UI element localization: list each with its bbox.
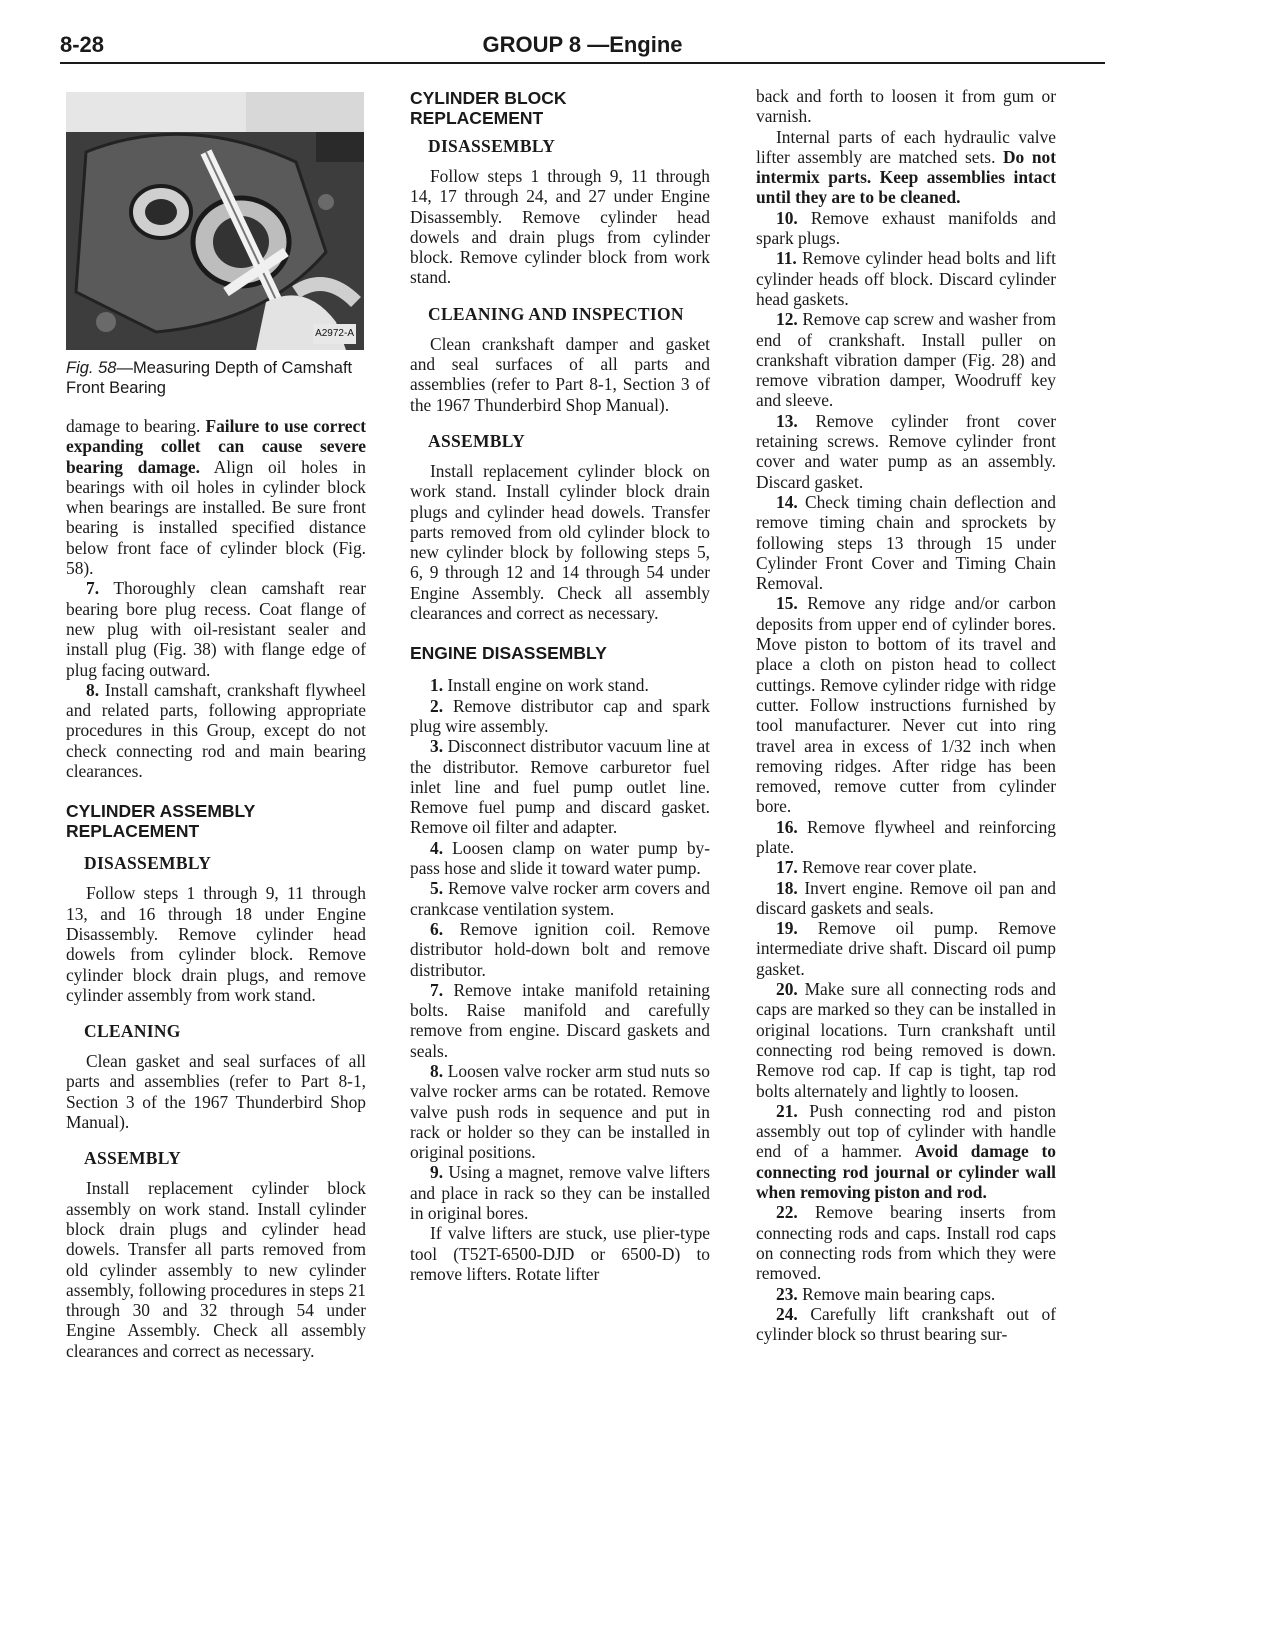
step-text: Thoroughly clean camshaft rear bearing bore plug recess. Coat flange of new plug with oil-resistant sealer and install plug (Fig. 38) with flange edge of plug facing outward. <box>66 578 366 680</box>
step-12 <box>756 309 1056 410</box>
step-number: 8. <box>430 1060 444 1081</box>
heading-cleaning: CLEANING <box>84 1021 181 1042</box>
figure-caption <box>66 358 366 398</box>
step-14 <box>756 492 1056 593</box>
step-text: Check timing chain deflection and remove timing chain and sprockets by following steps 13 through 15 under Cylinder Front Cover and Timing Chain Removal. <box>756 491 1056 594</box>
step-20 <box>756 979 1056 1101</box>
column-right <box>756 86 1056 1344</box>
figure-caption-text: —Measuring Depth of Camshaft Front Bearing <box>66 359 353 397</box>
step-text: Install engine on work stand. <box>443 675 649 696</box>
step-text: Remove exhaust manifolds and spark plugs. <box>756 207 1056 249</box>
step-6 <box>410 919 710 980</box>
step-24 <box>756 1304 1056 1345</box>
step-number: 19. <box>776 918 798 939</box>
column-middle <box>410 86 710 1284</box>
step-text: Remove main bearing caps. <box>797 1283 996 1304</box>
step-text: Disconnect distributor vacuum line at the distributor. Remove carburetor fuel inlet line and fuel pump outlet line. Remove fuel pump and discard gasket. Remove oil filter and adapter. <box>410 736 710 838</box>
step-13 <box>756 411 1056 492</box>
step-text: Remove any ridge and/or carbon deposits from upper end of cylinder bores. Move piston to bottom of its travel and place a cloth on piston head to collect cuttings. Remove cylinder ridge with ridge cutter. Follow instructions furnished by tool manufacturer. Never cut into ring travel area in excess of 1/32 inch when removing ridges. After ridge has been removed, remove cutter from cylinder bore. <box>756 593 1056 817</box>
heading-engine-disassembly: ENGINE DISASSEMBLY <box>410 643 607 664</box>
heading-assembly: ASSEMBLY <box>84 1148 182 1169</box>
paragraph-disassembly: Follow steps 1 through 9, 11 through 13, and 16 through 18 under Engine Disassembly. Remove cylinder head dowels from cylinder block. Remove cylinder block drain plugs, and remove cylinder assembly from work stand. <box>66 883 366 1005</box>
step-number: 7. <box>86 578 100 599</box>
heading-line: REPLACEMENT <box>66 821 200 842</box>
step-number: 13. <box>776 410 798 431</box>
page-header <box>60 28 1105 72</box>
step-number: 10. <box>776 207 798 228</box>
paragraph-internal-parts <box>756 127 1056 208</box>
paragraph-assembly: Install replacement cylinder block assembly on work stand. Install cylinder block drain plugs and cylinder head dowels. Transfer all parts removed from old cylinder assembly to new cylinder assembly, following procedures in steps 21 through 30 and 32 through 54 under Engine Assembly. Check all assembly clearances and correct as necessary. <box>66 1178 366 1361</box>
step-number: 22. <box>776 1202 798 1223</box>
step-16 <box>756 817 1056 858</box>
heading-assembly: ASSEMBLY <box>428 430 526 451</box>
step-18 <box>756 878 1056 919</box>
step-number: 14. <box>776 491 798 512</box>
paragraph-bearing-damage <box>66 416 366 578</box>
step-text: Push connecting rod and piston assembly out top of cylinder with handle end of a hammer. <box>756 1100 1056 1162</box>
figure-label: Fig. 58 <box>66 359 117 377</box>
step-21 <box>756 1101 1056 1202</box>
step-text: Remove ignition coil. Remove distributor hold-down bolt and remove distributor. <box>410 918 710 980</box>
group-title: GROUP 8 —Engine <box>482 32 683 57</box>
header-rule <box>60 62 1105 64</box>
step-number: 5. <box>430 878 444 899</box>
step-11 <box>756 248 1056 309</box>
heading-disassembly: DISASSEMBLY <box>428 136 556 156</box>
step-number: 18. <box>776 877 798 898</box>
figure-58-photo <box>66 92 364 350</box>
warning-text: Failure to use correct expanding collet can cause severe bearing damage. <box>66 416 366 477</box>
paragraph-continued: back and forth to loosen it from gum or varnish. <box>756 86 1056 127</box>
step-number: 24. <box>776 1303 798 1324</box>
step-text: Invert engine. Remove oil pan and discard gaskets and seals. <box>756 877 1056 918</box>
step-22 <box>756 1202 1056 1283</box>
heading-disassembly: DISASSEMBLY <box>84 853 212 874</box>
warning-text: Do not intermix parts. Keep assemblies intact until they are to be cleaned. <box>756 146 1056 208</box>
step-8 <box>66 680 366 781</box>
heading-line: REPLACEMENT <box>410 108 544 128</box>
step-1 <box>410 675 710 695</box>
paragraph-cleaning: Clean gasket and seal surfaces of all parts and assemblies (refer to Part 8-1, Section 3 of the 1967 Thunderbird Shop Manual). <box>66 1051 366 1133</box>
step-2 <box>410 696 710 737</box>
step-text: Remove cylinder front cover retaining screws. Remove cylinder front cover and water pump as an assembly. Discard gasket. <box>756 410 1056 492</box>
step-17 <box>756 857 1056 877</box>
step-number: 3. <box>430 736 444 757</box>
step-10 <box>756 208 1056 249</box>
step-number: 4. <box>430 837 444 858</box>
paragraph-disassembly: Follow steps 1 through 9, 11 through 14, 17 through 24, and 27 under Engine Disassembly. Remove cylinder head dowels and drain plugs from cylinder block. Remove cylinder block from work stand. <box>410 166 710 288</box>
heading-line: CYLINDER ASSEMBLY <box>66 801 256 822</box>
heading-line: CYLINDER BLOCK <box>410 88 567 108</box>
step-text: Make sure all connecting rods and caps are marked so they can be installed in original locations. Turn crankshaft until connecting rod being removed is down. Remove rod cap. If cap is tight, tap rod bolts alternately and lightly to loosen. <box>756 979 1056 1101</box>
text-run: Align oil holes in bearings with oil holes in cylinder block when bearings are installed. Be sure front bearing is installed specified distance below front face of cylinder block (Fig. 58). <box>66 456 366 579</box>
step-7 <box>66 578 366 679</box>
paragraph-assembly: Install replacement cylinder block on work stand. Install cylinder block drain plugs and cylinder head dowels. Transfer parts removed from old cylinder block to new cylinder block by following steps 5, 6, 9 through 12 and 14 through 54 under Engine Assembly. Check all assembly clearances and correct as necessary. <box>410 460 710 624</box>
heading-cylinder-block-replacement <box>410 88 710 128</box>
step-number: 16. <box>776 816 798 837</box>
step-8 <box>410 1061 710 1162</box>
step-19 <box>756 918 1056 979</box>
step-text: Loosen valve rocker arm stud nuts so valve rocker arms can be rotated. Remove valve push rods in sequence and put in rack or holder so they can be installed in original positions. <box>410 1060 710 1163</box>
step-text: Remove bearing inserts from connecting rods and caps. Install rod caps on connecting rods from which they were removed. <box>756 1202 1056 1284</box>
engine-photo-illustration <box>66 92 364 350</box>
step-number: 9. <box>430 1162 444 1183</box>
step-number: 23. <box>776 1283 798 1304</box>
step-number: 1. <box>430 675 444 696</box>
step-text: Remove oil pump. Remove intermediate drive shaft. Discard oil pump gasket. <box>756 918 1056 979</box>
heading-cleaning-inspection: CLEANING AND INSPECTION <box>428 303 684 324</box>
step-15 <box>756 593 1056 816</box>
step-number: 6. <box>430 918 444 939</box>
step-3 <box>410 736 710 837</box>
step-text: Remove cylinder head bolts and lift cylinder heads off block. Discard cylinder head gaskets. <box>756 248 1056 309</box>
warning-text: Avoid damage to connecting rod journal or cylinder wall when removing piston and rod. <box>756 1141 1056 1203</box>
text-run: damage to bearing. <box>66 416 206 436</box>
step-number: 11. <box>776 248 797 269</box>
step-4 <box>410 838 710 879</box>
step-number: 17. <box>776 857 798 878</box>
step-number: 2. <box>430 695 444 716</box>
step-number: 8. <box>86 679 100 700</box>
step-text: Carefully lift crankshaft out of cylinder block so thrust bearing sur- <box>756 1303 1056 1345</box>
step-23 <box>756 1284 1056 1304</box>
step-9 <box>410 1162 710 1223</box>
step-text: Loosen clamp on water pump by-pass hose and slide it toward water pump. <box>410 837 710 879</box>
column-left <box>66 86 366 1361</box>
step-number: 21. <box>776 1100 798 1121</box>
step-text: Install camshaft, crankshaft flywheel and related parts, following appropriate procedures in this Group, except do not check connecting rod and main bearing clearances. <box>66 679 366 782</box>
paragraph-lifter-note: If valve lifters are stuck, use plier-type tool (T52T-6500-DJD or 6500-D) to remove lifters. Rotate lifter <box>410 1223 710 1284</box>
step-5 <box>410 878 710 919</box>
step-number: 20. <box>776 979 798 1000</box>
paragraph-cleaning: Clean crankshaft damper and gasket and seal surfaces of all parts and assemblies (refer to Part 8-1, Section 3 of the 1967 Thunderbird Shop Manual). <box>410 333 710 415</box>
figure-code: A2972-A <box>313 324 356 344</box>
page-number: 8-28 <box>60 32 105 57</box>
step-text: Remove valve rocker arm covers and crankcase ventilation system. <box>410 878 710 919</box>
step-text: Remove cap screw and washer from end of crankshaft. Install puller on crankshaft vibration damper (Fig. 28) and remove vibration damper, Woodruff key and sleeve. <box>756 309 1056 411</box>
step-number: 12. <box>776 309 798 330</box>
heading-cylinder-assembly-replacement <box>66 801 366 841</box>
step-text: Remove rear cover plate. <box>797 857 977 878</box>
step-number: 15. <box>776 593 798 614</box>
step-text: Remove distributor cap and spark plug wire assembly. <box>410 695 710 736</box>
step-text: Using a magnet, remove valve lifters and place in rack so they can be installed in original bores. <box>410 1162 710 1224</box>
text-run: Internal parts of each hydraulic valve lifter assembly are matched sets. <box>756 126 1056 167</box>
step-number: 7. <box>430 979 444 1000</box>
step-text: Remove intake manifold retaining bolts. Raise manifold and carefully remove from engine. Discard gaskets and seals. <box>410 979 710 1061</box>
step-text: Remove flywheel and reinforcing plate. <box>756 816 1056 857</box>
step-7 <box>410 980 710 1061</box>
